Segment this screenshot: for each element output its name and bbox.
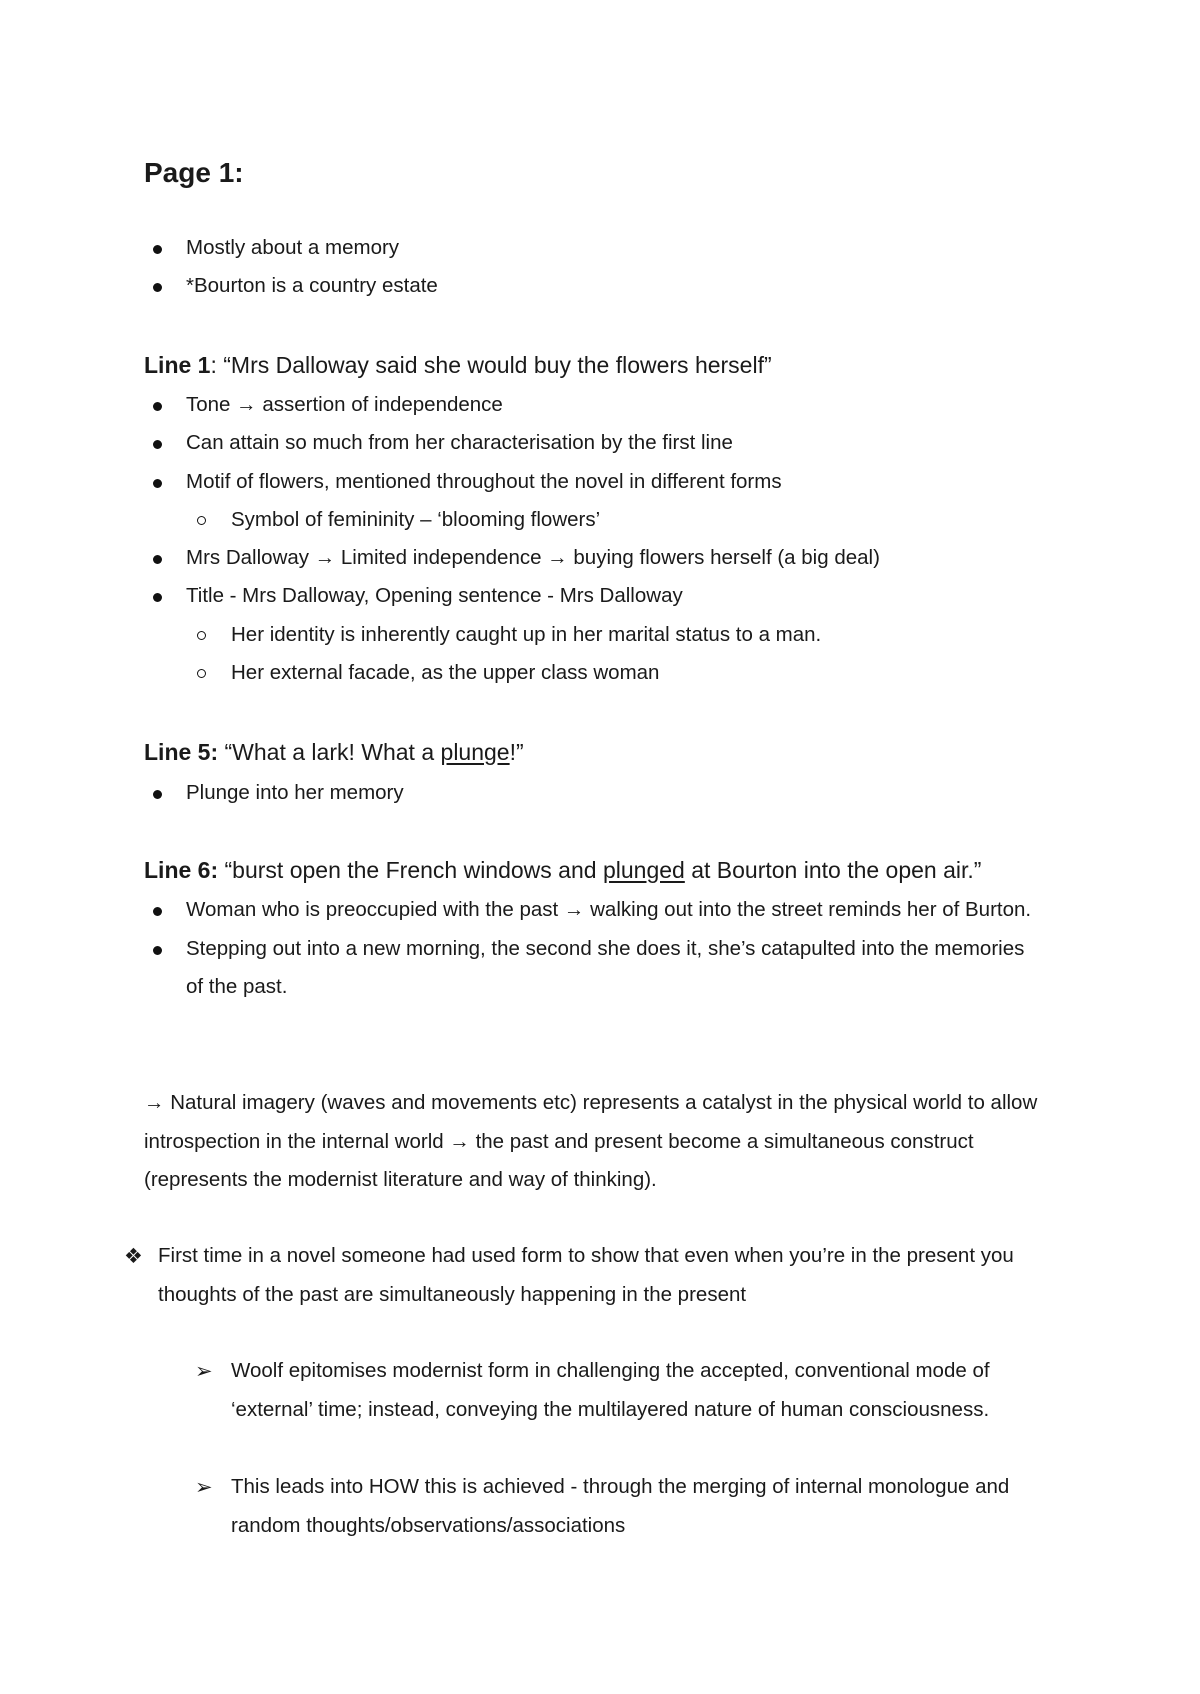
paragraph-line: (represents the modernist literature and way of thinking).: [144, 1168, 657, 1191]
paragraph-line: → Natural imagery (waves and movements etc) represents a catalyst in the physical world to allow: [144, 1091, 1038, 1114]
list-item-continuation: thoughts of the past are simultaneously happening in the present: [158, 1283, 747, 1306]
bullet-dot-icon: [153, 555, 162, 564]
line1-label: Line 1: [144, 352, 211, 378]
bullet-dot-icon: [153, 440, 162, 449]
sub-bullet-ring-icon: [197, 516, 206, 525]
line1-sep: :: [210, 352, 224, 378]
list-item: Mrs Dalloway → Limited independence → buying flowers herself (a big deal): [186, 546, 880, 569]
line6-quote-end: at Bourton into the open air.”: [684, 857, 982, 883]
sub-list-item: Her external facade, as the upper class woman: [231, 661, 660, 684]
arrowhead-bullet-icon: ➢: [195, 1359, 213, 1383]
arrowhead-bullet-icon: ➢: [195, 1475, 213, 1499]
sub-bullet-ring-icon: [197, 631, 206, 640]
list-item: Can attain so much from her characterisation by the first line: [186, 431, 733, 454]
line6-quote-start: “burst open the French windows and: [218, 857, 603, 883]
list-item: First time in a novel someone had used form to show that even when you’re in the present you: [158, 1244, 1014, 1267]
line6-underlined-word: plunged: [602, 857, 685, 883]
list-item: Stepping out into a new morning, the second she does it, she’s catapulted into the memories: [186, 937, 1025, 960]
list-item-continuation: of the past.: [186, 975, 288, 998]
line1-quote: “Mrs Dalloway said she would buy the flowers herself”: [223, 352, 772, 378]
list-item: *Bourton is a country estate: [186, 274, 438, 297]
list-item: Title - Mrs Dalloway, Opening sentence - Mrs Dalloway: [186, 584, 683, 607]
list-item: Motif of flowers, mentioned throughout the novel in different forms: [186, 470, 782, 493]
bullet-dot-icon: [153, 790, 162, 799]
list-item-continuation: random thoughts/observations/associations: [231, 1514, 626, 1537]
line6-label: Line 6:: [144, 857, 219, 883]
bullet-dot-icon: [153, 593, 162, 602]
list-item: This leads into HOW this is achieved - through the merging of internal monologue and: [231, 1475, 1010, 1498]
list-item: Plunge into her memory: [186, 781, 404, 804]
sub-list-item: Her identity is inherently caught up in her marital status to a man.: [231, 623, 822, 646]
bullet-dot-icon: [153, 402, 162, 411]
line5-underlined-word: plunge: [440, 739, 510, 765]
list-item-continuation: ‘external’ time; instead, conveying the multilayered nature of human consciousness.: [231, 1398, 990, 1421]
bullet-dot-icon: [153, 479, 162, 488]
line6-heading: [144, 855, 981, 885]
sub-list-item: Symbol of femininity – ‘blooming flowers’: [231, 508, 601, 531]
sub-bullet-ring-icon: [197, 669, 206, 678]
list-item: Tone → assertion of independence: [186, 393, 503, 416]
page-title: Page 1:: [144, 157, 244, 188]
paragraph-line: introspection in the internal world → the past and present become a simultaneous construct: [144, 1130, 974, 1153]
line5-heading: [144, 737, 524, 767]
line5-label: Line 5:: [144, 739, 219, 765]
bullet-dot-icon: [153, 245, 162, 254]
line1-heading: [144, 350, 772, 380]
list-item: Mostly about a memory: [186, 236, 400, 259]
bullet-dot-icon: [153, 283, 162, 292]
line5-quote-start: “What a lark! What a: [218, 739, 441, 765]
bullet-dot-icon: [153, 946, 162, 955]
list-item: Woman who is preoccupied with the past → walking out into the street reminds her of Burton.: [186, 898, 1032, 921]
list-item: Woolf epitomises modernist form in challenging the accepted, conventional mode of: [231, 1359, 990, 1382]
diamond-bullet-icon: ❖: [124, 1244, 143, 1268]
line5-quote-end: !”: [509, 739, 524, 765]
bullet-dot-icon: [153, 907, 162, 916]
